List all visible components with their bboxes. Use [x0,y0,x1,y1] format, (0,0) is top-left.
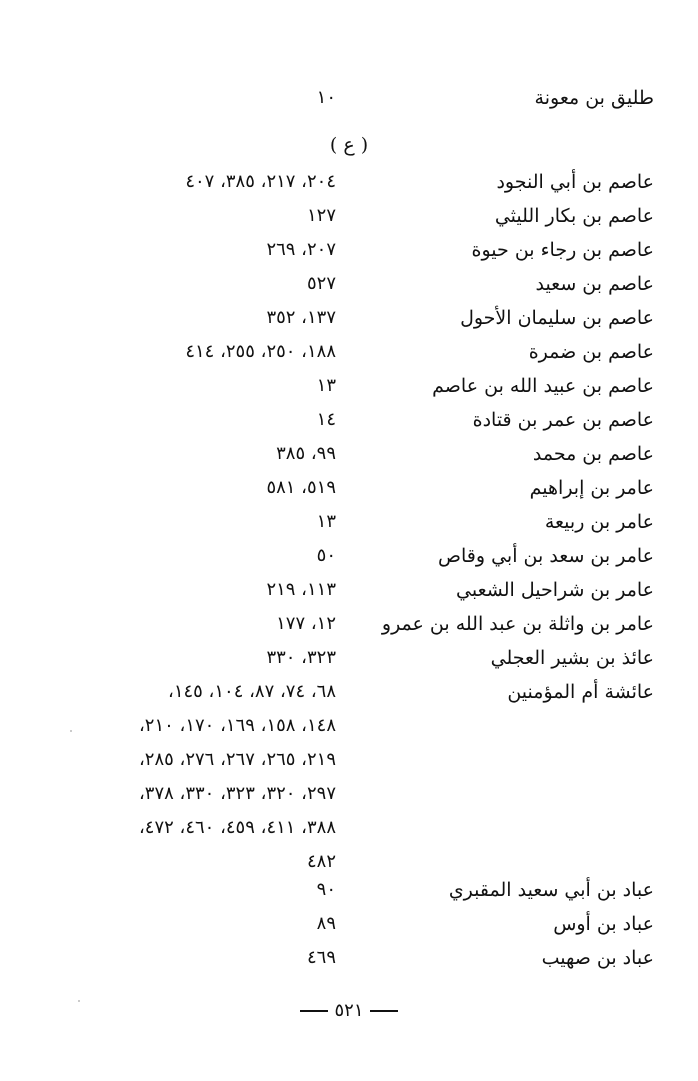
index-entry [0,505,698,539]
scan-speck [70,730,72,732]
entry-pages: ٥٢٧ [306,273,336,294]
index-entry [0,81,698,115]
entry-pages: ٩٩، ٣٨٥ [276,443,336,464]
index-entry [0,335,698,369]
entry-name: عاصم بن عبيد الله بن عاصم [432,375,654,397]
entry-pages: ٢٩٧، ٣٢٠، ٣٢٣، ٣٣٠، ٣٧٨، [138,783,336,804]
index-entry [0,607,698,641]
entry-pages: ١٢٧ [306,205,336,226]
entry-name: عائذ بن بشير العجلي [490,647,654,669]
page-number: ٥٢١ [334,1000,364,1021]
page-footer [0,996,698,1026]
entry-name: عائشة أم المؤمنين [507,681,654,703]
footer-dash [300,1010,328,1012]
index-entry [0,233,698,267]
index-entry-continuation [0,777,698,811]
index-entry [0,301,698,335]
index-entry-continuation [0,743,698,777]
entry-name: عاصم بن عمر بن قتادة [472,409,654,431]
entry-name: عباد بن أبي سعيد المقبري [448,879,654,901]
entry-pages: ١٨٨، ٢٥٠، ٢٥٥، ٤١٤ [185,341,336,362]
index-entry [0,675,698,709]
entry-pages: ١١٣، ٢١٩ [266,579,336,600]
entry-name: عاصم بن رجاء بن حيوة [471,239,654,261]
entry-pages: ٤٦٩ [306,947,336,968]
entry-pages: ٤٨٢ [306,851,336,872]
index-entry [0,539,698,573]
entry-pages: ٣٨٨، ٤١١، ٤٥٩، ٤٦٠، ٤٧٢، [138,817,336,838]
entry-name: طليق بن معونة [534,87,654,109]
index-entry [0,165,698,199]
entry-pages: ٣٢٣، ٣٣٠ [266,647,336,668]
entry-pages: ٦٨، ٧٤، ٨٧، ١٠٤، ١٤٥، [168,681,336,702]
entry-pages: ٥٠ [316,545,336,566]
entry-name: عامر بن ربيعة [544,511,654,533]
index-entry [0,471,698,505]
entry-name: عباد بن أوس [553,913,654,935]
entry-name: عاصم بن ضمرة [528,341,654,363]
entry-name: عباد بن صهيب [541,947,654,969]
index-entry-continuation [0,811,698,845]
entry-pages: ١٠ [316,87,336,108]
section-heading: ( ع ) [329,134,369,156]
entry-name: عامر بن سعد بن أبي وقاص [438,545,654,567]
index-entry [0,403,698,437]
entry-name: عامر بن شراحيل الشعبي [456,579,654,601]
entry-pages: ١٢، ١٧٧ [276,613,336,634]
index-entry [0,641,698,675]
entry-pages: ١٣ [316,511,336,532]
index-entry [0,267,698,301]
footer-dash [370,1010,398,1012]
entry-name: عاصم بن سعيد [535,273,654,295]
scan-speck [78,1000,80,1002]
entry-pages: ١٤ [316,409,336,430]
index-entry [0,573,698,607]
entry-pages: ٩٠ [316,879,336,900]
index-entry [0,369,698,403]
entry-name: عاصم بن بكار الليثي [494,205,654,227]
index-entry [0,199,698,233]
entry-pages: ١٣٧، ٣٥٢ [266,307,336,328]
index-entry [0,437,698,471]
entry-name: عاصم بن سليمان الأحول [460,307,654,329]
entry-pages: ٥١٩، ٥٨١ [266,477,336,498]
entry-pages: ١٤٨، ١٥٨، ١٦٩، ١٧٠، ٢١٠، [138,715,336,736]
entry-pages: ٢١٩، ٢٦٥، ٢٦٧، ٢٧٦، ٢٨٥، [138,749,336,770]
entry-name: عاصم بن أبي النجود [496,171,654,193]
entry-pages: ٢٠٧، ٢٦٩ [266,239,336,260]
entry-name: عاصم بن محمد [532,443,654,465]
index-entry [0,907,698,941]
index-entry [0,941,698,975]
index-entry [0,873,698,907]
entry-pages: ٨٩ [316,913,336,934]
entry-name: عامر بن واثلة بن عبد الله بن عمرو [381,613,654,635]
entry-pages: ١٣ [316,375,336,396]
entry-name: عامر بن إبراهيم [529,477,654,499]
entry-pages: ٢٠٤، ٢١٧، ٣٨٥، ٤٠٧ [185,171,336,192]
index-entry-continuation [0,709,698,743]
